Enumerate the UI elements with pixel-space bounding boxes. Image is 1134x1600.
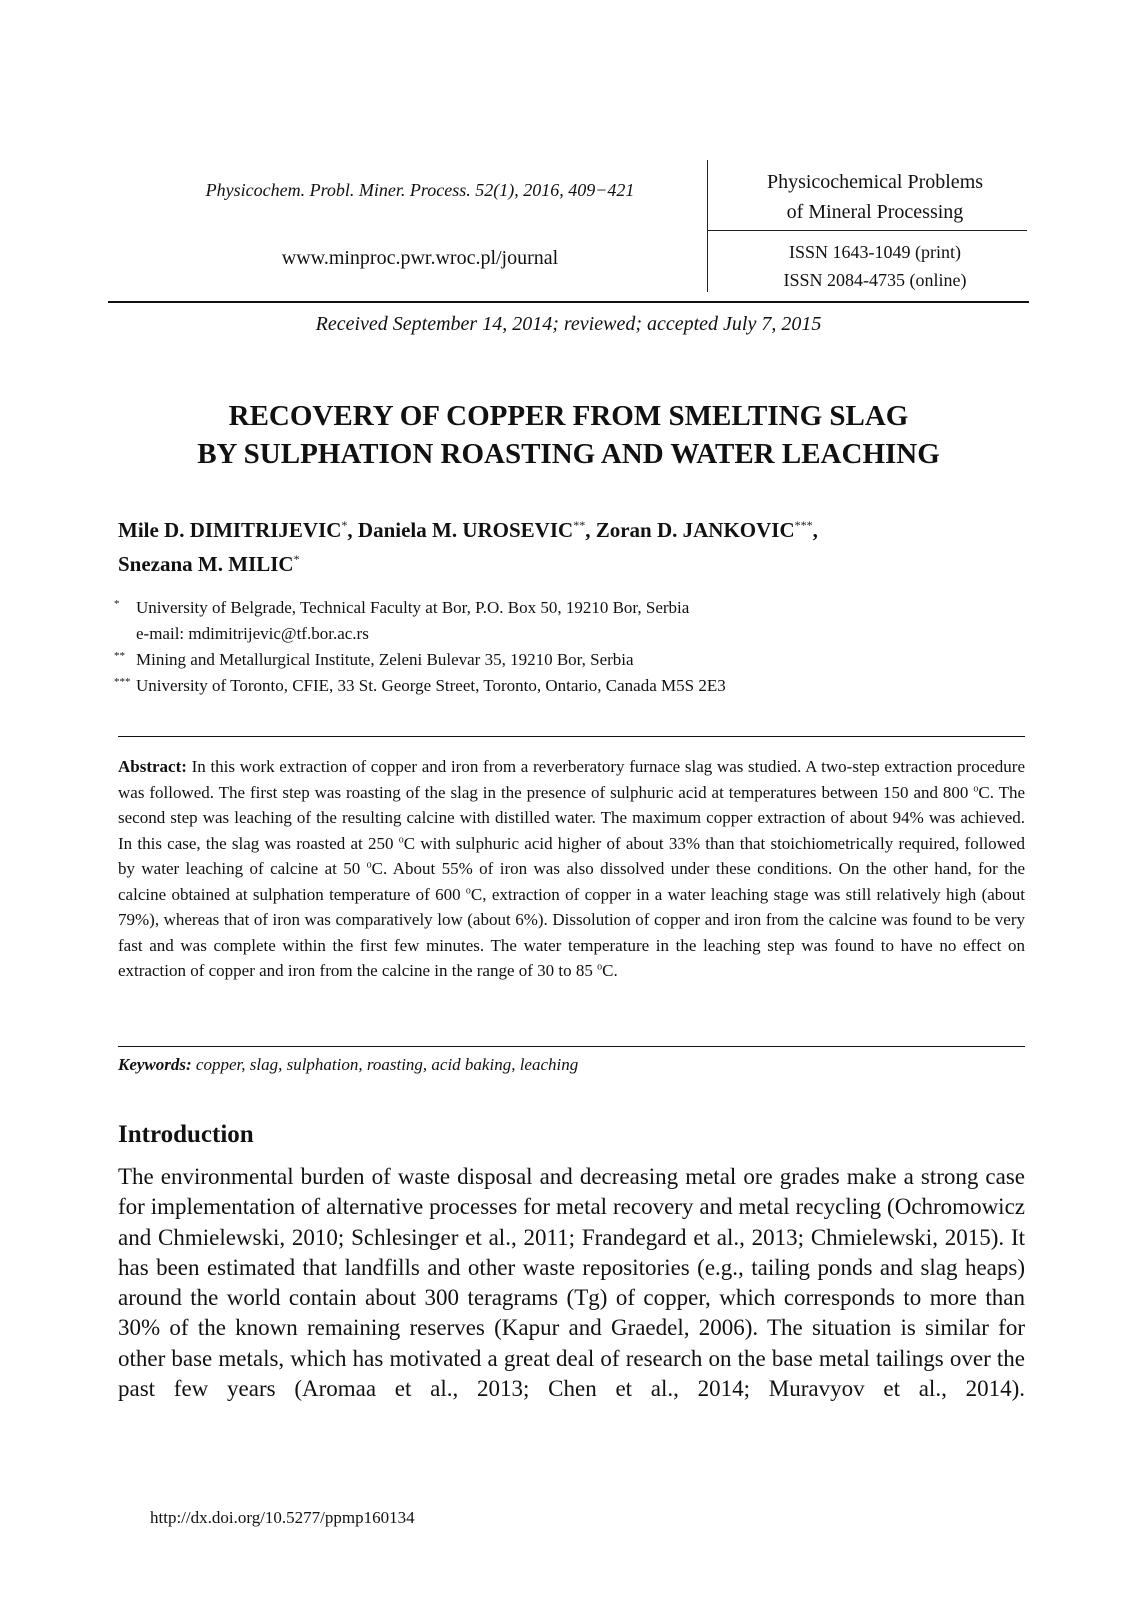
author-separator: ,: [812, 518, 818, 542]
degree-mark: o: [398, 833, 404, 845]
journal-name-line2: of Mineral Processing: [786, 201, 964, 223]
author-affil-mark: ***: [794, 518, 813, 532]
keywords: [118, 1055, 1025, 1075]
introduction-paragraph: The environmental burden of waste disposal and decreasing metal ore grades make a strong case for implementation of alternative processes for metal recovery and metal recycling (Ochromowicz and Chmielewski, 2010; Schlesinger et al., 2011; Frandegard et al., 2013; Chmielewski, 2015). It has been estimated that landfills and other waste repositories (e.g., tailing ponds and slag heaps) around the world contain about 300 teragrams (Tg) of copper, which corresponds to more than 30% of the known remaining reserves (Kapur and Graedel, 2006). The situation is similar for other base metals, which has motivated a great deal of research on the base metal tailings over the past few years (Aromaa et al., 2013; Chen et al., 2014; Muravyov et al., 2014).: [118, 1164, 1025, 1402]
issn-print: ISSN 1643-1049 (print): [789, 242, 961, 262]
affiliation-text: University of Toronto, CFIE, 33 St. George Street, Toronto, Ontario, Canada M5S 2E3: [136, 676, 726, 695]
author-name: Daniela M. UROSEVIC: [357, 518, 574, 542]
abstract-text: C, extraction of copper in a water leaching stage was still relatively high (about 79%), whereas that of iron was comparatively low (about 6%). Dissolution of copper and iron from the calcine was found to be very fast and was complete within the first few minutes. The water temperature in the leaching step was found to have no effect on extraction of copper and iron from the calcine in the range of 30 to 85: [118, 884, 1025, 980]
author-name: Snezana M. MILIC: [118, 552, 294, 576]
affiliation: [114, 650, 1014, 670]
received-dates: Received September 14, 2014; reviewed; accepted July 7, 2015: [315, 313, 822, 335]
abstract-text: C. About 55% of iron was also dissolved under these conditions. On the other hand, for the calcine obtained at sulphation temperature of 600: [118, 859, 1025, 904]
paper-title: [108, 397, 1029, 473]
degree-mark: o: [465, 884, 471, 896]
issn-online: ISSN 2084-4735 (online): [783, 270, 967, 290]
author-name: Mile D. DIMITRIJEVIC: [118, 518, 342, 542]
section-heading-introduction: Introduction: [118, 1121, 254, 1148]
affiliation-mark: ***: [114, 676, 131, 688]
author-affil-mark: **: [573, 518, 586, 532]
abstract-text: C. The second step was leaching of the resulting calcine with distilled water. The maximum copper extraction of about 94% was achieved. In this case, the slag was roasted at 250: [118, 782, 1025, 853]
affiliation-mark: *: [114, 598, 120, 610]
journal-name-line1: Physicochemical Problems: [766, 171, 984, 193]
abstract-bottom-rule: [118, 1046, 1025, 1047]
abstract: [118, 754, 1025, 984]
author-list: [118, 513, 1018, 581]
author-name: Zoran D. JANKOVIC: [595, 518, 795, 542]
header-divider-small: [707, 230, 1027, 231]
degree-mark: o: [973, 782, 979, 794]
journal-issn: [730, 238, 1020, 294]
author-separator: ,: [585, 518, 596, 542]
header-rule: [108, 301, 1029, 303]
author-affil-mark: *: [341, 518, 348, 532]
degree-mark: o: [366, 859, 372, 871]
header-divider-vertical: [707, 160, 708, 292]
abstract-text: C.: [602, 961, 618, 980]
email-text[interactable]: e-mail: mdimitrijevic@tf.bor.ac.rs: [136, 624, 369, 643]
keywords-label: Keywords:: [118, 1055, 192, 1074]
journal-citation: Physicochem. Probl. Miner. Process. 52(1), 2016, 409−421: [205, 180, 635, 200]
author-affil-mark: *: [293, 552, 300, 566]
affiliation: [114, 676, 1014, 696]
degree-mark: o: [597, 961, 603, 973]
paper-title-line2: BY SULPHATION ROASTING AND WATER LEACHING: [197, 438, 940, 470]
paper-title-line1: RECOVERY OF COPPER FROM SMELTING SLAG: [228, 400, 909, 432]
abstract-text: In this work extraction of copper and iron from a reverberatory furnace slag was studied. A two-step extraction procedure was followed. The first step was roasting of the slag in the presence of sulphuric acid at temperatures between 150 and 800: [118, 757, 1025, 802]
author-separator: ,: [347, 518, 358, 542]
abstract-top-rule: [118, 736, 1025, 737]
keywords-text: copper, slag, sulphation, roasting, acid baking, leaching: [191, 1055, 579, 1074]
abstract-text: C with sulphuric acid higher of about 33% than that stoichiometrically required, followed by water leaching of calcine at 50: [118, 833, 1025, 878]
doi-link[interactable]: http://dx.doi.org/10.5277/ppmp160134: [150, 1508, 415, 1527]
affiliation-text: Mining and Metallurgical Institute, Zeleni Bulevar 35, 19210 Bor, Serbia: [136, 650, 634, 669]
journal-name: [730, 167, 1020, 227]
journal-url[interactable]: www.minproc.pwr.wroc.pl/journal: [281, 247, 559, 269]
affiliation-text: University of Belgrade, Technical Faculty at Bor, P.O. Box 50, 19210 Bor, Serbia: [136, 598, 690, 617]
abstract-label: Abstract:: [118, 757, 187, 776]
affiliation-mark: **: [114, 650, 125, 662]
affiliation-email: [114, 624, 1014, 644]
affiliation: [114, 598, 1014, 618]
